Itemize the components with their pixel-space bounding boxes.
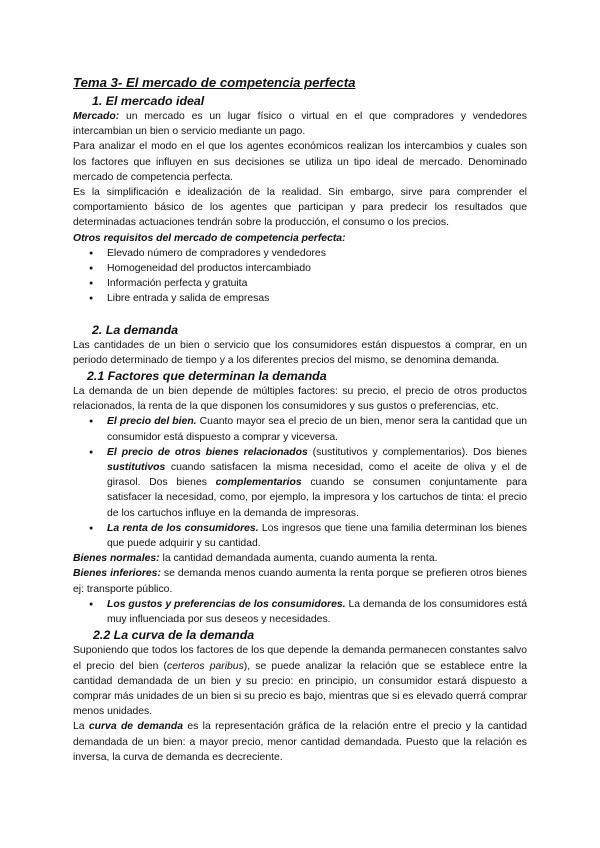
section-2-2-paragraph-2: La curva de demanda es la representación gráfica de la relación entre el precio y la cantidad demandada de un bien: a mayor precio, menor cantidad demandada. Puesto que la relación es inversa, la curva de demanda es decreciente. — [73, 721, 527, 763]
section-2-paragraph: Las cantidades de un bien o servicio que los consumidores están dispuestos a comprar, en un periodo determinado de tiempo y a los diferentes precios del mismo, se denomina demanda. — [73, 339, 527, 366]
section-1-paragraph-2: Para analizar el modo en el que los agentes económicos realizan los intercambios y cuales son los factores que influyen en sus decisiones se utiliza un tipo ideal de mercado. Denominado mercado de competencia perfecta. — [73, 141, 527, 183]
list-item: ● El precio del bien. Cuanto mayor sea el precio de un bien, menor sera la cantidad que un consumidor está dispuesto a comprar y viceversa. — [73, 414, 527, 444]
requisitos-list — [73, 246, 527, 307]
list-item: ● Elevado número de compradores y vendedores — [73, 246, 527, 261]
requisitos-heading: Otros requisitos del mercado de competencia perfecta: — [73, 232, 346, 244]
list-item: ● La renta de los consumidores. Los ingresos que tiene una familia determinan los bienes que puede adquirir y su cantidad. — [73, 521, 527, 551]
document-page — [73, 74, 527, 765]
section-1-heading: 1. El mercado ideal — [92, 94, 205, 108]
list-item: ● Los gustos y preferencias de los consumidores. La demanda de los consumidores está muy influenciada por sus deseos y necesidades. — [73, 597, 527, 627]
factores-list-cont — [73, 597, 527, 627]
document-title: Tema 3- El mercado de competencia perfecta — [73, 75, 356, 90]
section-2-2-heading: 2.2 La curva de la demanda — [93, 628, 255, 643]
bienes-normales: Bienes normales: la cantidad demandada aumenta, cuando aumenta la renta. — [73, 553, 438, 565]
list-item: ● Libre entrada y salida de empresas — [73, 291, 527, 306]
section-2-1-paragraph: La demanda de un bien depende de múltiples factores: su precio, el precio de otros productos relacionados, la renta de la que disponen los consumidores y sus gustos o preferencias, etc. — [73, 386, 527, 413]
section-2-1-heading: 2.1 Factores que determinan la demanda — [87, 369, 327, 384]
list-item: ● Información perfecta y gratuita — [73, 276, 527, 291]
list-item: ● El precio de otros bienes relacionados (sustitutivos y complementarios). Dos bienes sustitutivos cuando satisfacen la misma necesidad, como el aceite de oliva y el de girasol. Dos bienes complementarios cuando se consumen conjuntamente para satisfacer la necesidad, como, por ejemplo, la impresora y los cartuchos de tinta: el precio de los cartuchos influye en la demanda de impresoras. — [73, 445, 527, 521]
section-1-paragraph-3: Es la simplificación e idealización de la realidad. Sin embargo, sirve para comprender el comportamiento básico de los agentes que participan y para predecir los resultados que determinadas actuaciones tendrán sobre la producción, el consumo o los precios. — [73, 187, 527, 229]
bienes-inferiores: Bienes inferiores: se demanda menos cuando aumenta la renta porque se prefieren otros bienes ej: transporte público. — [73, 568, 527, 595]
list-item: ● Homogeneidad del productos intercambiado — [73, 261, 527, 276]
factores-list — [73, 414, 527, 551]
mercado-definition: Mercado: un mercado es un lugar físico o virtual en el que compradores y vendedores intercambian un bien o servicio mediante un pago. — [73, 111, 527, 138]
section-2-heading: 2. La demanda — [92, 322, 179, 337]
section-2-2-paragraph-1: Suponiendo que todos los factores de los que depende la demanda permanecen constantes salvo el precio del bien (certeros paribus), se puede analizar la relación que se establece entre la cantidad demandada de un bien y su precio: en principio, un consumidor estará dispuesto a comprar más unidades de un bien si su precio es bajo, mientras que si es elevado querrá comprar menos unidades. — [73, 645, 527, 718]
